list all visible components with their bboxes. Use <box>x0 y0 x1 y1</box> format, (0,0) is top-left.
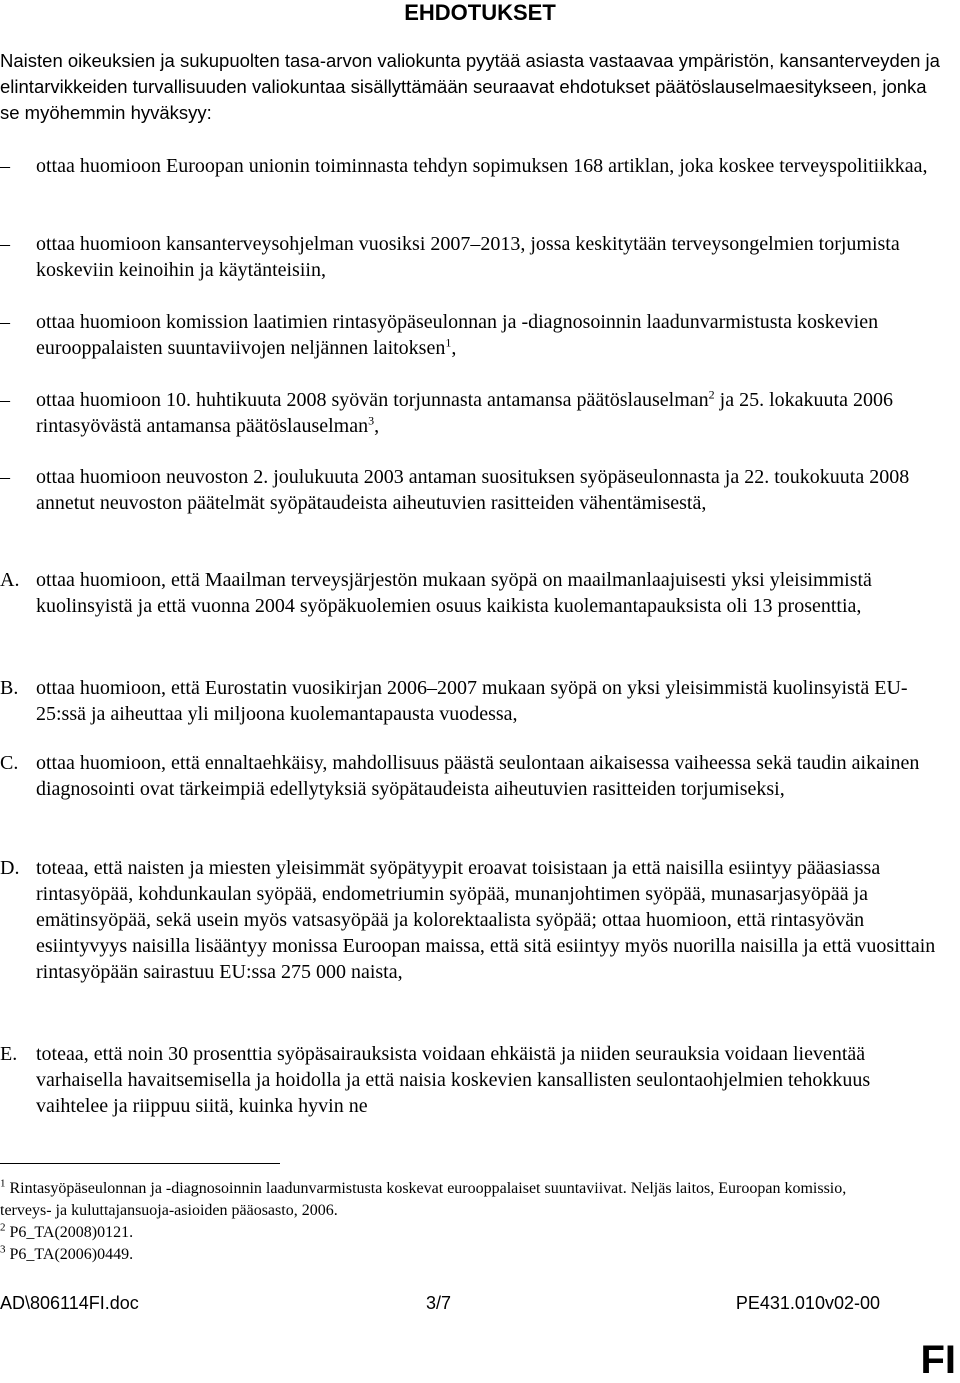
footnote: $^2$ P6_TA(2008)0121. <box>0 1221 134 1241</box>
recital-marker: C. <box>0 752 19 774</box>
recital-marker: E. <box>0 1043 18 1065</box>
intro-paragraph: Naisten oikeuksien ja sukupuolten tasa-arvon valiokunta pyytää asiasta vastaavaa ympäristön, kansanterveyden ja elintarvikkeiden turvallisuuden valiokuntaa sisällyttämään seuraavat ehdotukset päätöslauselmaesitykseen, jonka se myöhemmin hyväksyy: <box>0 50 940 123</box>
dash-item: ottaa huomioon 10. huhtikuuta 2008 syövän torjunnasta antamansa päätöslauselman$^2$ ja 25. lokakuuta 2006 rintasyövästä antamansa päätöslauselman$^3$, <box>36 387 893 437</box>
dash-item: ottaa huomioon komission laatimien rintasyöpäseulonnan ja -diagnosoinnin laadunvarmistusta koskevien eurooppalaisten suuntaviivojen neljännen laitoksen$^1$, <box>36 311 879 359</box>
page-footer <box>0 1290 880 1316</box>
recital-marker: D. <box>0 857 20 879</box>
footnote-number: 2 <box>0 1221 6 1234</box>
recital-item: toteaa, että naisten ja miesten yleisimmät syöpätyypit eroavat toisistaan ja että naisilla esiintyy pääasiassa rintasyöpää, kohdunkaulan syöpää, endometriumin syöpää, munanjohtimen syöpää, munasarjasyöpää ja emätinsyöpää, sekä usein myös vatsasyöpää ja kolorektaalista syöpää; ottaa huomioon, että rintasyövän esiintyvyys naisilla lisääntyy monissa Euroopan maissa, että sitä esiintyy myös nuorilla naisilla ja että vuosittain rintasyöpään sairastuu EU:ssa 275 000 naista, <box>36 857 936 983</box>
document-reference: AD\806114FI.doc <box>0 1293 139 1313</box>
dash-item: ottaa huomioon kansanterveysohjelman vuosiksi 2007–2013, jossa keskitytään terveysongelmien torjumista koskeviin keinoihin ja käytänteisiin, <box>36 233 900 281</box>
dash-marker: – <box>0 466 10 488</box>
footnote-number: 3 <box>0 1243 6 1256</box>
footnote: $^3$ P6_TA(2006)0449. <box>0 1243 134 1263</box>
recital-item: ottaa huomioon, että Eurostatin vuosikirjan 2006–2007 mukaan syöpä on yksi yleisimmistä kuolinsyistä EU-25:ssä ja aiheuttaa yli miljoona kuolemantapausta vuodessa, <box>36 677 908 725</box>
document-title: EHDOTUKSET <box>404 0 556 25</box>
dash-marker: – <box>0 311 10 333</box>
footnote-ref: 2 <box>708 387 715 402</box>
dash-marker: – <box>0 233 10 255</box>
footnote-ref: 3 <box>368 413 375 428</box>
recital-item: ottaa huomioon, että ennaltaehkäisy, mahdollisuus päästä seulontaan aikaisessa vaiheessa sekä taudin aikainen diagnosointi ovat tärkeimpiä edellytyksiä syöpätaudeista aiheutuvien rasitteiden torjumiseksi, <box>36 752 920 800</box>
recital-marker: B. <box>0 677 19 699</box>
recital-marker: A. <box>0 569 20 591</box>
recital-item: ottaa huomioon, että Maailman terveysjärjestön mukaan syöpä on maailmanlaajuisesti yksi yleisimmistä kuolinsyistä ja että vuonna 2004 syöpäkuolemien osuus kaikista kuolemantapauksista oli 13 prosenttia, <box>36 569 872 617</box>
dash-item: ottaa huomioon Euroopan unionin toiminnasta tehdyn sopimuksen 168 artiklan, joka koskee terveyspolitiikkaa, <box>36 155 928 177</box>
footnote-ref: 1 <box>445 335 452 350</box>
footnote: $^1$ Rintasyöpäseulonnan ja -diagnosoinnin laadunvarmistusta koskevat eurooppalaiset suuntaviivat. Neljäs laitos, Euroopan komissio, terveys- ja kuluttajansuoja-asioiden pääosasto, 2006. <box>0 1177 847 1219</box>
dash-item: ottaa huomioon neuvoston 2. joulukuuta 2003 antaman suosituksen syöpäseulonnasta ja 22. toukokuuta 2008 annetut neuvoston päätelmät syöpätaudeista aiheutuvien rasitteiden vähentämisestä, <box>36 466 910 514</box>
footnote-divider <box>0 1163 280 1164</box>
dash-marker: – <box>0 389 10 411</box>
language-code: FI <box>920 1338 956 1382</box>
recital-item: toteaa, että noin 30 prosenttia syöpäsairauksista voidaan ehkäistä ja niiden seurauksia voidaan lieventää varhaisella havaitsemisella ja hoidolla ja että naisia koskevien kansallisten seulontaohjelmien tehokkuus vaihtelee ja riippuu siitä, kuinka hyvin ne <box>36 1043 871 1117</box>
footnote-number: 1 <box>0 1177 6 1190</box>
page-number: 3/7 <box>426 1293 452 1313</box>
pe-reference: PE431.010v02-00 <box>735 1293 880 1313</box>
dash-marker: – <box>0 155 10 177</box>
